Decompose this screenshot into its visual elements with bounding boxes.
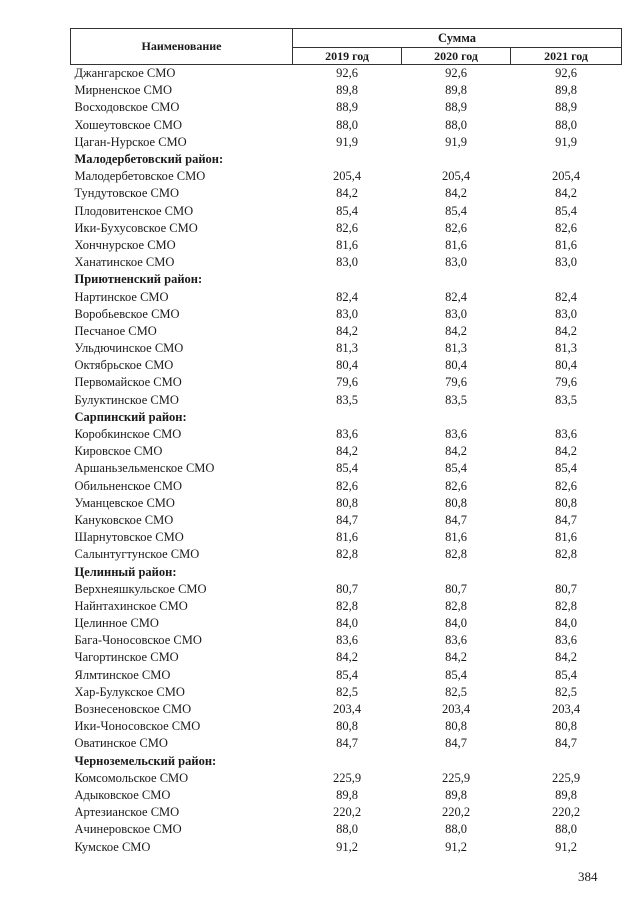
amount-2019: 80,8 [336,719,358,734]
amount-2020: 89,8 [445,83,467,98]
table-row [71,82,622,99]
amount-2020: 84,7 [445,736,467,751]
amount-2021: 91,2 [555,839,577,854]
table-row [71,168,622,185]
amount-2019: 84,2 [336,186,358,201]
amount-2020: 220,2 [441,805,471,820]
table-row [71,632,622,649]
amount-2020: 84,2 [445,323,467,338]
budget-table [70,28,622,856]
amount-2019: 225,9 [332,770,362,785]
column-header-name: Наименование [71,29,293,65]
column-header-year-2020: 2020 год [402,48,511,65]
municipality-name: Плодовитенское СМО [74,203,194,218]
amount-2019: 83,0 [336,306,358,321]
table-row [71,426,622,443]
municipality-name: Воробьевское СМО [74,306,180,321]
amount-2019: 81,6 [336,237,358,252]
amount-2019: 88,9 [336,100,358,115]
amount-2019: 91,9 [336,134,358,149]
amount-2020: 88,9 [445,100,467,115]
table-body [71,65,622,856]
municipality-name: Восходовское СМО [74,100,180,115]
amount-2020: 82,8 [445,598,467,613]
municipality-name: Вознесеновское СМО [74,702,192,717]
table-row [71,185,622,202]
amount-2020: 82,4 [445,289,467,304]
municipality-name: Кумское СМО [74,839,151,854]
amount-2019: 82,8 [336,598,358,613]
amount-2021: 83,5 [555,392,577,407]
table-row [71,787,622,804]
amount-2020: 81,6 [445,237,467,252]
table-row [71,718,622,735]
amount-2021: 83,6 [555,633,577,648]
municipality-name: Ульдючинское СМО [74,341,184,356]
table-row [71,323,622,340]
table-row [71,838,622,855]
amount-2021: 81,6 [555,530,577,545]
table-row [71,684,622,701]
municipality-name: Первомайское СМО [74,375,182,390]
district-header-row [71,151,622,168]
amount-2020: 79,6 [445,375,467,390]
table-row [71,203,622,220]
amount-2021: 79,6 [555,375,577,390]
amount-2021: 83,0 [555,255,577,270]
amount-2020: 83,0 [445,255,467,270]
table-row [71,460,622,477]
amount-2020: 205,4 [441,169,471,184]
municipality-name: Чагортинское СМО [74,650,179,665]
amount-2019: 220,2 [332,805,362,820]
amount-2020: 91,2 [445,839,467,854]
municipality-name: Ханатинское СМО [74,255,175,270]
municipality-name: Коробкинское СМО [74,427,182,442]
amount-2021: 82,4 [555,289,577,304]
table-row [71,288,622,305]
amount-2019: 82,6 [336,478,358,493]
amount-2020: 82,8 [445,547,467,562]
table-row [71,443,622,460]
amount-2019: 92,6 [336,66,358,81]
amount-2020: 89,8 [445,787,467,802]
amount-2019: 80,8 [336,495,358,510]
amount-2019: 84,2 [336,444,358,459]
amount-2020: 83,0 [445,306,467,321]
amount-2021: 81,3 [555,341,577,356]
amount-2019: 83,0 [336,255,358,270]
municipality-name: Уманцевское СМО [74,495,175,510]
amount-2021: 80,4 [555,358,577,373]
amount-2021: 85,4 [555,203,577,218]
amount-2021: 91,9 [555,134,577,149]
amount-2020: 82,6 [445,478,467,493]
amount-2020: 80,7 [445,581,467,596]
page-number: 384 [578,869,598,884]
municipality-name: Хар-Булукское СМО [74,684,185,699]
amount-2020: 84,7 [445,512,467,527]
amount-2019: 84,7 [336,736,358,751]
table-row [71,117,622,134]
amount-2021: 84,2 [555,186,577,201]
amount-2020: 85,4 [445,667,467,682]
municipality-name: Кануковское СМО [74,512,174,527]
amount-2019: 80,4 [336,358,358,373]
amount-2021: 80,8 [555,719,577,734]
amount-2021: 89,8 [555,83,577,98]
amount-2021: 84,7 [555,512,577,527]
district-name: Целинный район: [74,564,177,579]
amount-2020: 91,9 [445,134,467,149]
table-row [71,392,622,409]
amount-2020: 82,5 [445,684,467,699]
municipality-name: Аршаньзельменское СМО [74,461,215,476]
district-header-row [71,271,622,288]
amount-2021: 83,6 [555,427,577,442]
amount-2020: 84,2 [445,650,467,665]
amount-2020: 80,8 [445,495,467,510]
table-row [71,598,622,615]
amount-2019: 85,4 [336,461,358,476]
table-row [71,340,622,357]
amount-2020: 84,2 [445,444,467,459]
table-row [71,374,622,391]
municipality-name: Нартинское СМО [74,289,169,304]
amount-2021: 82,8 [555,547,577,562]
table-row [71,770,622,787]
municipality-name: Ики-Бухусовское СМО [74,220,198,235]
district-name: Малодербетовский район: [74,152,224,167]
amount-2020: 80,4 [445,358,467,373]
table-row [71,649,622,666]
municipality-name: Салынтугтунское СМО [74,547,200,562]
amount-2020: 92,6 [445,66,467,81]
amount-2019: 82,5 [336,684,358,699]
amount-2021: 83,0 [555,306,577,321]
amount-2019: 82,8 [336,547,358,562]
municipality-name: Бага-Чоносовское СМО [74,633,202,648]
amount-2019: 89,8 [336,83,358,98]
table-row [71,581,622,598]
amount-2019: 88,0 [336,117,358,132]
municipality-name: Ики-Чоносовское СМО [74,719,201,734]
amount-2021: 89,8 [555,787,577,802]
amount-2021: 84,7 [555,736,577,751]
amount-2019: 83,6 [336,427,358,442]
municipality-name: Хончнурское СМО [74,237,176,252]
table-header [71,29,622,65]
amount-2019: 89,8 [336,787,358,802]
municipality-name: Комсомольское СМО [74,770,189,785]
amount-2020: 88,0 [445,822,467,837]
amount-2021: 82,6 [555,220,577,235]
amount-2019: 85,4 [336,203,358,218]
table-row [71,821,622,838]
amount-2019: 85,4 [336,667,358,682]
municipality-name: Артезианское СМО [74,805,180,820]
table-row [71,667,622,684]
district-header-row [71,409,622,426]
amount-2021: 82,5 [555,684,577,699]
amount-2019: 203,4 [332,702,362,717]
column-header-year-2019: 2019 год [293,48,402,65]
amount-2019: 82,4 [336,289,358,304]
municipality-name: Обильненское СМО [74,478,182,493]
amount-2021: 220,2 [551,805,581,820]
amount-2021: 80,8 [555,495,577,510]
amount-2021: 84,2 [555,323,577,338]
table-row [71,357,622,374]
amount-2021: 92,6 [555,66,577,81]
amount-2020: 203,4 [441,702,471,717]
municipality-name: Тундутовское СМО [74,186,179,201]
municipality-name: Ялмтинское СМО [74,667,171,682]
table-row [71,495,622,512]
table-row [71,220,622,237]
municipality-name: Джангарское СМО [74,66,176,81]
amount-2019: 81,6 [336,530,358,545]
amount-2020: 81,6 [445,530,467,545]
amount-2021: 82,8 [555,598,577,613]
district-name: Черноземельский район: [74,753,217,768]
table-row [71,512,622,529]
table-row [71,529,622,546]
district-header-row [71,753,622,770]
amount-2020: 84,2 [445,186,467,201]
amount-2019: 83,6 [336,633,358,648]
amount-2021: 203,4 [551,702,581,717]
table-row [71,306,622,323]
amount-2021: 85,4 [555,461,577,476]
amount-2021: 88,9 [555,100,577,115]
municipality-name: Хошеутовское СМО [74,117,183,132]
amount-2020: 83,5 [445,392,467,407]
municipality-name: Верхнеяшкульское СМО [74,581,207,596]
table-row [71,735,622,752]
amount-2020: 85,4 [445,461,467,476]
table-row [71,615,622,632]
amount-2019: 81,3 [336,341,358,356]
table-row [71,804,622,821]
amount-2021: 80,7 [555,581,577,596]
amount-2021: 84,2 [555,444,577,459]
municipality-name: Целинное СМО [74,616,159,631]
amount-2019: 84,0 [336,616,358,631]
district-name: Сарпинский район: [74,409,187,424]
amount-2021: 205,4 [551,169,581,184]
table-row [71,65,622,83]
municipality-name: Песчаное СМО [74,323,157,338]
amount-2020: 82,6 [445,220,467,235]
amount-2019: 84,7 [336,512,358,527]
table-row [71,99,622,116]
municipality-name: Оватинское СМО [74,736,168,751]
municipality-name: Найнтахинское СМО [74,598,188,613]
amount-2021: 84,0 [555,616,577,631]
amount-2020: 83,6 [445,427,467,442]
table-row [71,701,622,718]
amount-2019: 84,2 [336,650,358,665]
district-header-row [71,563,622,580]
column-header-year-2021: 2021 год [511,48,622,65]
municipality-name: Шарнутовское СМО [74,530,184,545]
amount-2019: 80,7 [336,581,358,596]
district-name: Приютненский район: [74,272,203,287]
amount-2020: 83,6 [445,633,467,648]
table-row [71,254,622,271]
amount-2021: 85,4 [555,667,577,682]
municipality-name: Булуктинское СМО [74,392,179,407]
amount-2020: 84,0 [445,616,467,631]
amount-2021: 88,0 [555,117,577,132]
table-row [71,134,622,151]
amount-2019: 82,6 [336,220,358,235]
amount-2019: 205,4 [332,169,362,184]
municipality-name: Ачинеровское СМО [74,822,182,837]
amount-2021: 82,6 [555,478,577,493]
municipality-name: Октябрьское СМО [74,358,174,373]
municipality-name: Цаган-Нурское СМО [74,134,187,149]
municipality-name: Мирненское СМО [74,83,173,98]
amount-2020: 225,9 [441,770,471,785]
column-header-sum: Сумма [293,29,622,48]
table-row [71,546,622,563]
amount-2021: 88,0 [555,822,577,837]
amount-2019: 91,2 [336,839,358,854]
amount-2021: 225,9 [551,770,581,785]
amount-2019: 84,2 [336,323,358,338]
municipality-name: Малодербетовское СМО [74,169,206,184]
table-row [71,237,622,254]
amount-2019: 79,6 [336,375,358,390]
amount-2019: 83,5 [336,392,358,407]
municipality-name: Адыковское СМО [74,787,171,802]
amount-2020: 80,8 [445,719,467,734]
amount-2019: 88,0 [336,822,358,837]
amount-2021: 81,6 [555,237,577,252]
table-row [71,478,622,495]
amount-2020: 81,3 [445,341,467,356]
amount-2020: 85,4 [445,203,467,218]
municipality-name: Кировское СМО [74,444,163,459]
amount-2020: 88,0 [445,117,467,132]
amount-2021: 84,2 [555,650,577,665]
